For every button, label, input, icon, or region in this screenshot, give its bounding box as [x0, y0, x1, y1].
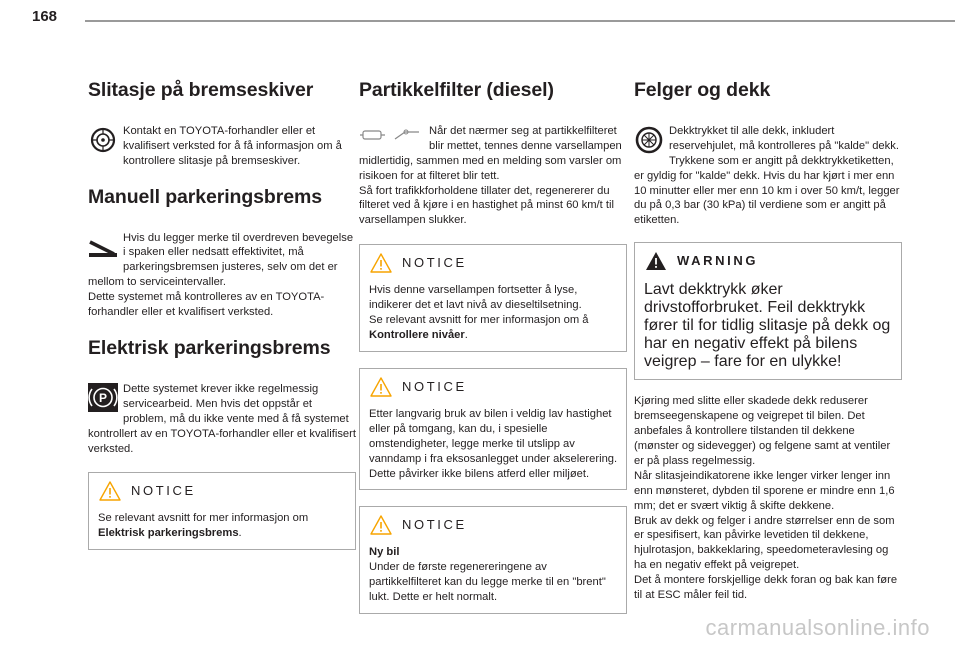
warning-triangle-icon: [370, 515, 392, 535]
notice-title: NOTICE: [402, 378, 467, 394]
notice-body: Hvis denne varsellampen fortsetter å lyse, indikerer det et lavt nivå av dieseltilsetning. Se relevant avsnitt for mer informasjon om å: [369, 284, 589, 327]
section-title: Felger og dekk: [634, 79, 771, 101]
notice-box: [88, 472, 356, 550]
electric-parking-brake-icon: [88, 383, 118, 412]
column-2: [359, 78, 627, 614]
header-rule: [85, 20, 955, 22]
section-text: [88, 109, 356, 169]
notice-text: [369, 545, 618, 605]
warning-triangle-icon: [370, 377, 392, 397]
section-particle-filter: [359, 78, 627, 228]
warning-triangle-icon: [99, 481, 121, 501]
notice-bold: Kontrollere nivåer: [369, 328, 465, 341]
notice-box: [359, 368, 627, 491]
notice-text: Etter langvarig bruk av bilen i veldig lav hastighet eller på tomgang, kan du, i spesielle omstendigheter, legge merke til utslipp av vanndamp i fra eksosanlegget under akselerering. Dette påvirker ikke bilens atferd eller miljøet.: [369, 407, 618, 480]
section-title: Manuell parkeringsbrems: [88, 185, 322, 208]
notice-text: [98, 511, 347, 541]
notice-body: Se relevant avsnitt for mer informasjon om: [98, 512, 309, 525]
svg-text:P: P: [98, 390, 108, 405]
notice-end: .: [238, 527, 242, 540]
notice-title: NOTICE: [402, 255, 467, 271]
column-1: [88, 78, 356, 550]
section-text: [88, 216, 356, 320]
section-body: Når det nærmer seg at partikkelfilteret blir mettet, tennes denne varsellampen midlertidig, sammen med en melding som varsler om risikoen for at filteret blir tett. Så fort trafikkforholdene tillater det, regenererer du filteret ved å kjøre i en hastighet på minst 60 km/t til varsellampen slukker.: [359, 124, 622, 227]
notice-box: [359, 506, 627, 614]
section-body: Dette systemet krever ikke regelmessig servicearbeid. Men hvis det oppstår et problem, må du ikke vente med å få systemet kontrollert av en TOYOTA-forhandler eller et kvalifisert verksted.: [88, 382, 356, 455]
section-title: Slitasje på bremseskiver: [88, 79, 314, 101]
section-brake-discs: [88, 78, 356, 169]
warning-title: WARNING: [677, 253, 759, 269]
wheel-icon: [88, 125, 118, 154]
section-wheels-tyres: [634, 78, 902, 228]
warning-box: [634, 242, 902, 380]
watermark: carmanualsonline.info: [705, 615, 930, 640]
section-manual-parking-brake: [88, 185, 356, 320]
section-title: Elektrisk parkeringsbrems: [88, 336, 331, 359]
notice-box: [359, 244, 627, 352]
tyre-icon: [634, 125, 664, 154]
page-number: 168: [32, 8, 58, 25]
section-text: [359, 109, 627, 228]
column-3: [634, 78, 902, 603]
section-body: Kontakt en TOYOTA-forhandler eller et kvalifisert verksted for å få informasjon om å kontrollere slitasje på bremseskiver.: [123, 124, 342, 167]
notice-bold: Elektrisk parkeringsbrems: [98, 527, 239, 540]
section-text: [634, 109, 902, 228]
notice-end: .: [464, 328, 468, 341]
notice-title: NOTICE: [402, 517, 467, 533]
section-body: Dekktrykket til alle dekk, inkludert reservehjulet, må kontrolleres på "kalde" dekk. Trykkene som er angitt på dekktrykketiketten, er gyldig for "kalde" dekk. Hvis du har kjørt i mer enn 10 minutter eller mer enn 10 km i over 50 km/t, legger du på 0,3 bar (30 kPa) til verdiene som er angitt på etiketten.: [634, 124, 900, 227]
particle-filter-icon: [359, 128, 423, 142]
notice-bold: Ny bil: [369, 546, 400, 559]
handbrake-icon: [88, 232, 118, 261]
notice-title: NOTICE: [131, 483, 196, 499]
section-body: Hvis du legger merke til overdreven bevegelse i spaken eller nedsatt effektivitet, må parkeringsbremsen justeres, selv om det er mellom to serviceintervaller. Dette systemet må kontrolleres av en TOYOTA-forhandler eller et kvalifisert verksted.: [88, 231, 354, 319]
warning-triangle-icon: [645, 251, 667, 271]
tyre-condition-text: Kjøring med slitte eller skadede dekk reduserer bremseegenskapene og veigrepet til bilen. Det anbefales å kontrollere tilstanden til dekkene (mønster og sidevegger) og felgene samt at ventiler er på plass regelmessig. Når slitasjeindikatorene ikke lenger virker lenger inn enn mønsteret, dybden til sporene er mindre enn 1,6 mm; det er svært viktig å skifte dekkene. Bruk av dekk og felger i andre størrelser enn de som er spesifisert, kan påvirke levetiden til dekkene, hjulrotasjon, bakkeklaring, speedometeravlesing og ha en negativ effekt på veigrepet. Det å montere forskjellige dekk foran og bak kan føre til at ESC måler feil tid.: [634, 395, 898, 602]
warning-text: Lavt dekktrykk øker drivstofforbruket. Feil dekktrykk fører til for tidlig slitasje på dekk og har en negativ effekt på bilens veigrep – fare for en ulykke!: [644, 281, 891, 371]
notice-body: Under de første regenereringene av partikkelfilteret kan du legge merke til en "brent" lukt. Dette er helt normalt.: [369, 561, 606, 604]
section-title: Partikkelfilter (diesel): [359, 79, 554, 101]
notice-text: [369, 283, 618, 343]
warning-triangle-icon: [370, 253, 392, 273]
section-electric-parking-brake: [88, 336, 356, 456]
section-text: [88, 367, 356, 456]
